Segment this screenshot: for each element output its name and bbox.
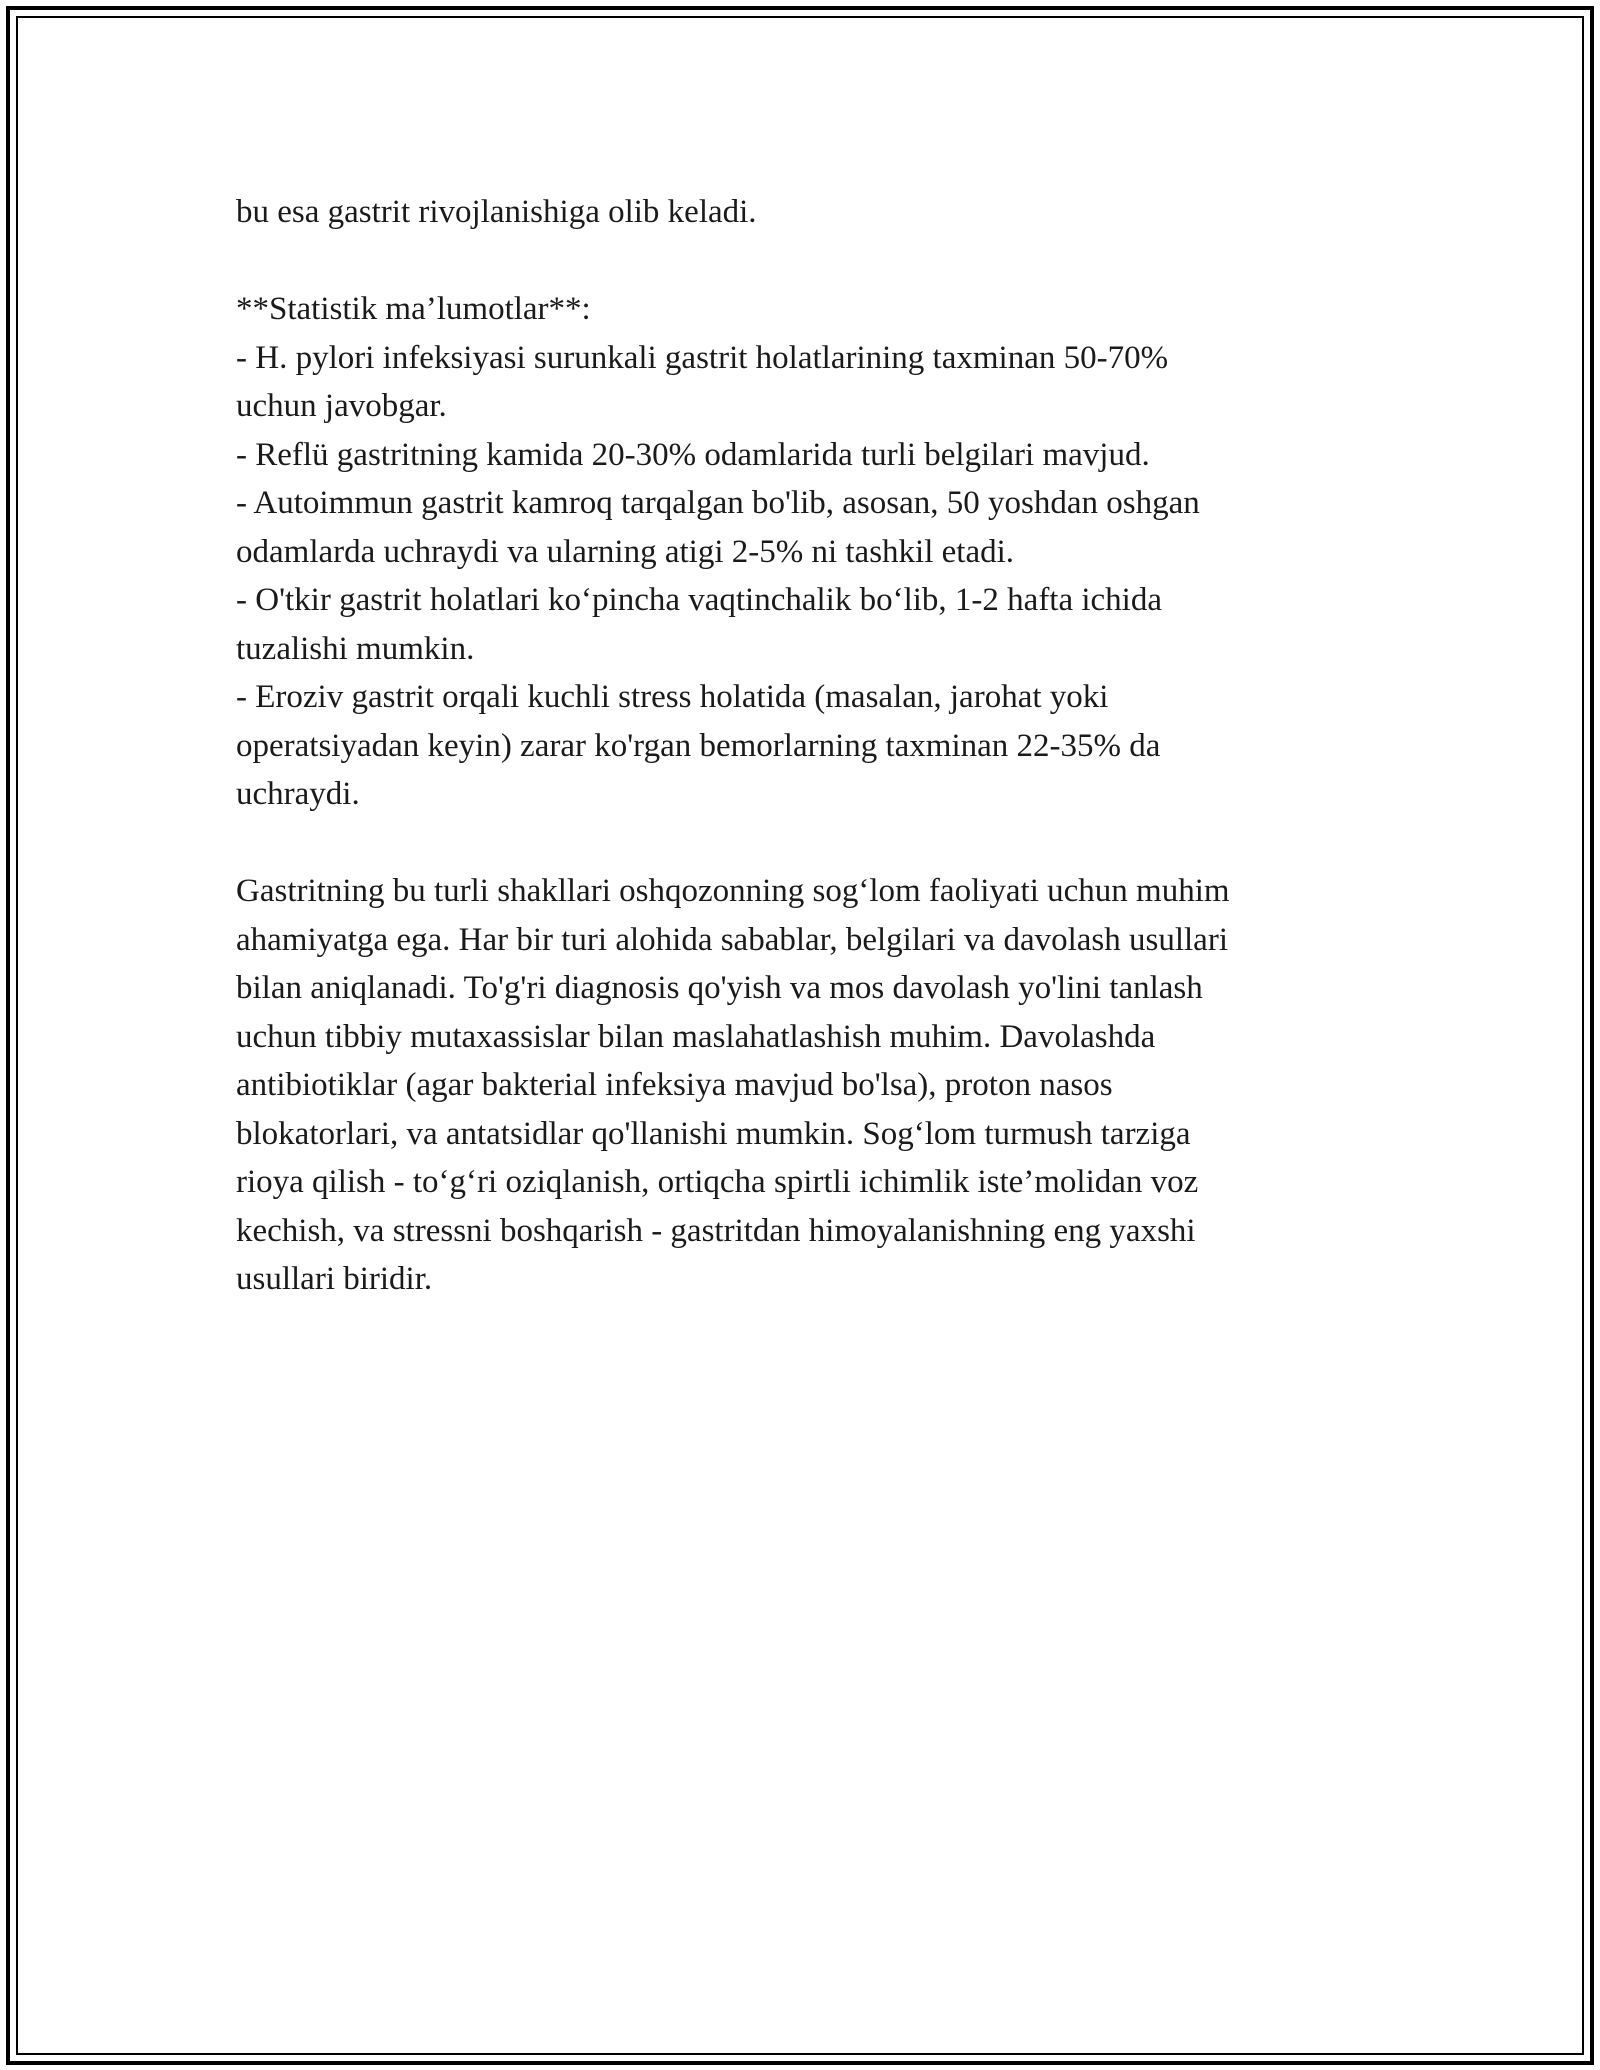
stats-item-line: uchraydi. [236,776,360,812]
stats-item-line: - H. pylori infeksiyasi surunkali gastrit holatlarining taxminan 50-70% [236,339,1169,376]
conclusion-line: rioya qilish - to‘g‘ri oziqlanish, ortiqcha spirtli ichimlik iste’molidan voz [236,1164,1199,1200]
conclusion-paragraph [236,867,1366,1304]
document-body [236,188,1366,1304]
conclusion-line: ahamiyatga ega. Har bir turi alohida sabablar, belgilari va davolash usullari [236,921,1228,958]
statistics-heading: **Statistik ma’lumotlar**: [236,291,591,327]
stats-item-line: odamlarda uchraydi va ularning atigi 2-5% ni tashkil etadi. [236,533,1015,570]
stats-list-item [236,673,1366,819]
statistics-section [236,285,1366,819]
paragraph-gap [236,237,1366,286]
stats-item-line: - Eroziv gastrit orqali kuchli stress holatida (masalan, jarohat yoki [236,679,1109,715]
stats-item-line: uchun javobgar. [236,388,447,424]
conclusion-line: antibiotiklar (agar bakterial infeksiya mavjud bo'lsa), proton nasos [236,1067,1113,1103]
stats-item-line: operatsiyadan keyin) zarar ko'rgan bemorlarning taxminan 22-35% da [236,727,1161,764]
stats-list-item [236,431,1366,480]
stats-item-line: - Reflü gastritning kamida 20-30% odamlarida turli belgilari mavjud. [236,436,1150,473]
stats-list-item [236,479,1366,576]
conclusion-line: kechish, va stressni boshqarish - gastritdan himoyalanishning eng yaxshi [236,1212,1196,1249]
conclusion-line: uchun tibbiy mutaxassislar bilan maslahatlashish muhim. Davolashda [236,1018,1156,1055]
intro-line: bu esa gastrit rivojlanishiga olib keladi. [236,194,757,230]
conclusion-line: Gastritning bu turli shakllari oshqozonning sog‘lom faoliyati uchun muhim [236,873,1230,909]
conclusion-line: bilan aniqlanadi. To'g'ri diagnosis qo'yish va mos davolash yo'lini tanlash [236,970,1203,1006]
stats-item-line: tuzalishi mumkin. [236,630,475,667]
stats-list-item [236,576,1366,673]
conclusion-line: blokatorlari, va antatsidlar qo'llanishi mumkin. Sog‘lom turmush tarziga [236,1115,1191,1152]
stats-item-line: - Autoimmun gastrit kamroq tarqalgan bo'lib, asosan, 50 yoshdan oshgan [236,485,1200,521]
conclusion-line: usullari biridir. [236,1261,433,1297]
stats-item-line: - O'tkir gastrit holatlari ko‘pincha vaqtinchalik bo‘lib, 1-2 hafta ichida [236,582,1162,618]
paragraph-gap [236,819,1366,868]
stats-list-item [236,334,1366,431]
